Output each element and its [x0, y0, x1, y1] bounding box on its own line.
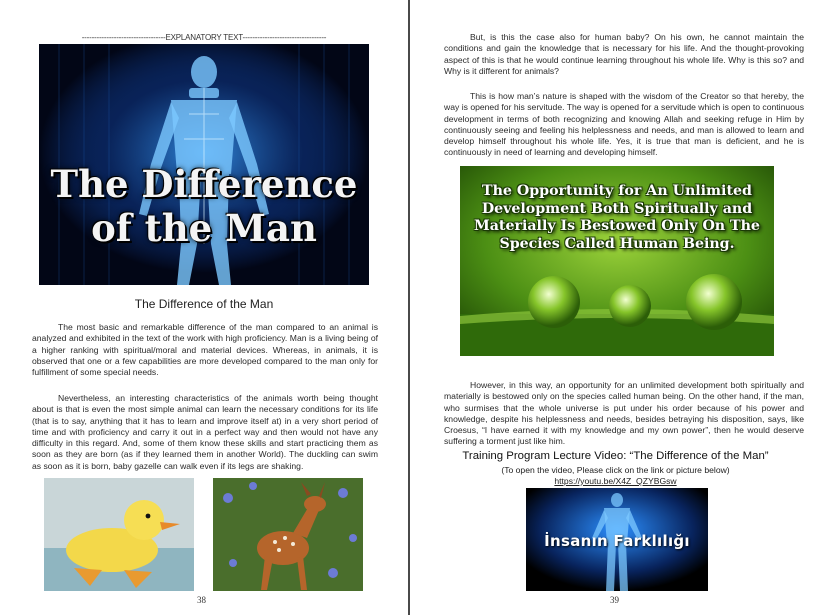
page-number-right: 39 [610, 595, 619, 605]
left-page [0, 0, 409, 615]
hero-image-human-body [39, 44, 369, 285]
video-link[interactable]: https://youtu.be/X4Z_QZYBGsw [554, 476, 677, 486]
right-paragraph-1 [444, 32, 804, 77]
video-thumbnail[interactable] [526, 488, 708, 591]
video-instruction: (To open the video, Please click on the link or picture below) [501, 465, 730, 475]
explanatory-text-header: ----------------------------------EXPLANATORY TEXT---------------------------------- [81, 33, 327, 42]
hero-title-line2: of the Man [91, 206, 317, 250]
left-paragraph-1 [32, 322, 378, 378]
duckling-photo [44, 478, 194, 591]
page-number-left: 38 [197, 595, 206, 605]
right-paragraph-2-text: This is how man’s nature is shaped with the wisdom of the Creator so that hereby, the way is opened for his servitude. The way is opened for a servitude which is open to continuous development in terms of both recognizing and knowing Allah and seeking refuge in Him by continuously seeing and feeling his helplessness and needs, and man is allowed to learn and develop himself throughout his whole life. Yes, it is true that man is deficient, and he is continuously in need of learning and developing himself. [444, 91, 804, 158]
unlimited-development-banner [460, 166, 774, 356]
hero-title-line1: The Difference [50, 162, 358, 206]
baby-deer-photo [213, 478, 363, 591]
banner-text: The Opportunity for An Unlimited Development Both Spiritually and Materially Is Bestowed Only On The Species Called Human Being. [474, 183, 760, 252]
left-paragraph-2-text: Nevertheless, an interesting characteristics of the animals worth being thought about is that is even the most simple animal can learn the necessary conditions for its life (that is to say, anything that it has to learn and improve itself at) in a very short period of time and with proficiency and carry it out in a perfect way and then would not have any difficulty in this regard. And, some of them know these skills and start practicing them as soon as they are born (as if they learned them in another World). The duckling can swim as soon as it is born, baby gazelle can walk even if its legs are shaking. [32, 393, 378, 471]
left-paragraph-1-text: The most basic and remarkable difference of the man compared to an animal is analyzed and exhibited in the text of the work with high proficiency. Man is a living being of a higher ranking with spiritual/moral and material devices. Whereas, in animals, it is observed that one or a few capabilities are more developed compared to the man only for fulfillment of some special needs. [32, 322, 378, 378]
right-paragraph-2 [444, 91, 804, 159]
video-title: Training Program Lecture Video: “The Difference of the Man” [462, 450, 769, 462]
right-paragraph-3-text: However, in this way, an opportunity for an unlimited development both spiritually and materially is bestowed only on the species called human being. On the other hand, if the man, who surmises that the whole universe is put under his order because of his power and knowledge, despite his helplessness and needs, besides betraying his disposition, says, like Croesus, “I have earned it with my knowledge and my own power”, then he would deserve suffering a torment just like him. [444, 380, 804, 447]
right-page [411, 0, 820, 615]
page-spine-divider [408, 0, 410, 615]
video-thumbnail-caption: İnsanın Farklılığı [544, 532, 690, 550]
section-title: The Difference of the Man [134, 297, 274, 311]
right-paragraph-1-text: But, is this the case also for human baby? On his own, he cannot maintain the conditions and gain the knowledge that is necessary for his life. And the thought-provoking aspect of this is that he would continue learning throughout his whole life. Why is this so? and Why is it different for animals? [444, 32, 804, 76]
left-paragraph-2 [32, 393, 378, 472]
right-paragraph-3 [444, 380, 804, 448]
